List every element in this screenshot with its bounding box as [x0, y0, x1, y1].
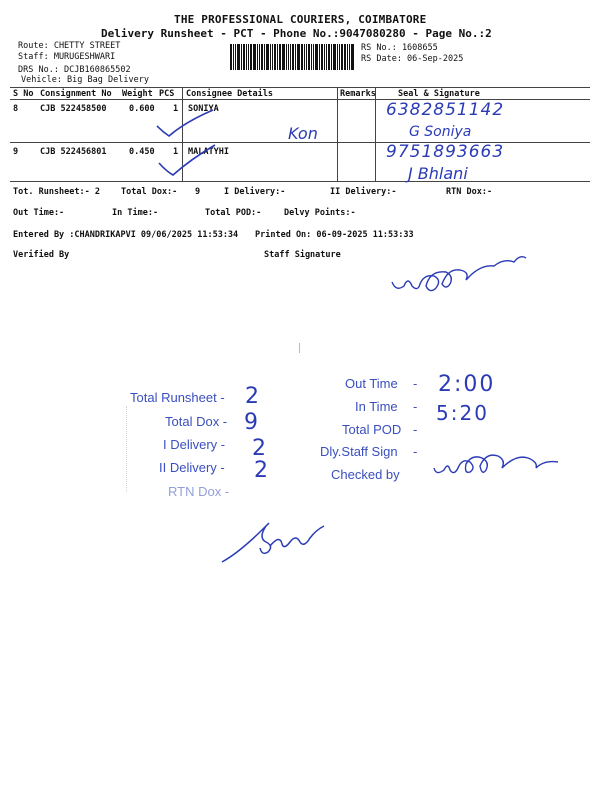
runsheet-subtitle: Delivery Runsheet - PCT - Phone No.:9047080280 - Page No.:2: [101, 27, 492, 40]
ii-delivery: II Delivery:-: [330, 187, 397, 197]
stamp-out-time: Out Time: [345, 376, 398, 391]
barcode-bar: [266, 44, 269, 70]
barcode-bar: [301, 44, 303, 70]
stamp-dash: -: [413, 376, 418, 391]
barcode-bar: [279, 44, 281, 70]
in-time: In Time:-: [112, 208, 159, 218]
barcode-bar: [282, 44, 285, 70]
tot-runsheet: Tot. Runsheet:- 2: [13, 187, 100, 197]
barcode-bar: [337, 44, 338, 70]
stamp-total-dox: Total Dox -: [165, 414, 228, 429]
stamp-in-time: In Time: [355, 399, 398, 414]
stamp-dly-staff-sign: Dly.Staff Sign: [320, 444, 398, 459]
barcode-bar: [295, 44, 296, 70]
runsheet-handwriting: 2: [245, 384, 259, 409]
stamp-dash: -: [413, 399, 418, 414]
delvy-points: Delvy Points:-: [284, 208, 356, 218]
column-divider: [337, 87, 338, 181]
phone-handwriting: 9751893663: [386, 142, 505, 162]
out-time-handwriting: 2:00: [438, 372, 496, 397]
staff-signature-scribble-icon: [390, 240, 530, 300]
barcode-bar: [308, 44, 310, 70]
barcode-bar: [326, 44, 327, 70]
table-row-consignment: CJB 522456801: [40, 147, 107, 157]
table-row-pcs: 1: [173, 147, 179, 157]
header-sno: S No: [13, 89, 34, 99]
stamp-rtn-dox: RTN Dox -: [168, 484, 230, 499]
printed-on: Printed On: 06-09-2025 11:53:33: [255, 230, 414, 240]
barcode-bar: [306, 44, 307, 70]
rtn-dox: RTN Dox:-: [446, 187, 493, 197]
barcode-bar: [313, 44, 314, 70]
table-row-consignment: CJB 522458500: [40, 104, 107, 114]
stamp-i-delivery: I Delivery -: [163, 437, 226, 452]
barcode-bar: [286, 44, 287, 70]
barcode-bar: [253, 44, 256, 70]
barcode-bar: [235, 44, 236, 70]
barcode-bar: [321, 44, 323, 70]
barcode-bar: [315, 44, 318, 70]
barcode-bar: [246, 44, 247, 70]
in-time-handwriting: 5:20: [436, 401, 489, 425]
page-mark: [299, 343, 300, 353]
remark-handwriting: Kon: [288, 124, 318, 143]
stamp-total-runsheet: Total Runsheet -: [130, 390, 225, 405]
barcode-bar: [297, 44, 300, 70]
tick-mark-icon: [155, 108, 215, 138]
header-seal: Seal & Signature: [398, 89, 480, 99]
barcode-bar: [292, 44, 294, 70]
barcode-bar: [319, 44, 320, 70]
table-bottom-line: [10, 181, 590, 182]
barcode-bar: [248, 44, 249, 70]
barcode-bar: [328, 44, 330, 70]
table-row-weight: 0.600: [129, 104, 155, 114]
table-row-consignee: MALATYHI: [188, 147, 229, 157]
barcode-bar: [274, 44, 276, 70]
barcode-bar: [233, 44, 234, 70]
staff: Staff: MURUGESHWARI: [18, 52, 116, 62]
barcode-bar: [261, 44, 263, 70]
header-weight: Weight: [122, 89, 153, 99]
barcode-bar: [257, 44, 258, 70]
table-row-pcs: 1: [173, 104, 179, 114]
header-pcs: PCS: [159, 89, 175, 99]
header-consignee: Consignee Details: [186, 89, 273, 99]
barcode: [230, 44, 355, 70]
barcode-bar: [250, 44, 252, 70]
barcode-bar: [304, 44, 305, 70]
barcode-bar: [344, 44, 346, 70]
staff-signature: Staff Signature: [264, 250, 341, 260]
barcode-bar: [277, 44, 278, 70]
drs-no: DRS No.: DCJB160865502: [18, 65, 131, 75]
barcode-bar: [237, 44, 240, 70]
stamp-dash: -: [413, 444, 418, 459]
barcode-bar: [230, 44, 232, 70]
total-dox-value: 9: [195, 187, 201, 197]
stamp-edge: [126, 406, 127, 492]
barcode-bar: [349, 44, 350, 70]
entered-by: Entered By :CHANDRIKAPVI 09/06/2025 11:53:34: [13, 230, 239, 240]
barcode-bar: [347, 44, 348, 70]
name-handwriting: J Bhlani: [408, 164, 468, 183]
table-row-consignee: SONIYA: [188, 104, 219, 114]
stamp-dash: -: [413, 422, 418, 437]
table-row-weight: 0.450: [129, 147, 155, 157]
verified-by: Verified By: [13, 250, 70, 260]
stamp-ii-delivery: II Delivery -: [159, 460, 225, 475]
header-remarks: Remarks: [340, 89, 376, 99]
route: Route: CHETTY STREET: [18, 41, 121, 51]
company-title: THE PROFESSIONAL COURIERS, COIMBATORE: [174, 13, 427, 26]
i-delivery: I Delivery:-: [224, 187, 286, 197]
barcode-bar: [290, 44, 291, 70]
barcode-bar: [288, 44, 289, 70]
barcode-bar: [331, 44, 332, 70]
checked-by-signature-icon: [220, 516, 330, 566]
out-time: Out Time:-: [13, 208, 65, 218]
barcode-bar: [270, 44, 271, 70]
tick-mark-icon: [157, 143, 217, 177]
barcode-bar: [351, 44, 354, 70]
dox-handwriting: 9: [244, 410, 258, 435]
table-row-sno: 8: [13, 104, 19, 114]
barcode-bar: [243, 44, 245, 70]
dly-staff-signature-icon: [432, 440, 562, 480]
vehicle: Vehicle: Big Bag Delivery: [21, 75, 149, 85]
rs-no: RS No.: 1608655: [361, 43, 438, 53]
total-pod: Total POD:-: [205, 208, 262, 218]
barcode-bar: [339, 44, 340, 70]
barcode-bar: [264, 44, 265, 70]
column-divider: [375, 87, 376, 181]
phone-handwriting: 6382851142: [386, 100, 505, 120]
barcode-bar: [324, 44, 325, 70]
barcode-bar: [311, 44, 312, 70]
stamp-checked-by: Checked by: [331, 467, 400, 482]
barcode-bar: [241, 44, 242, 70]
barcode-bar: [272, 44, 273, 70]
name-handwriting: G Soniya: [409, 124, 472, 140]
header-consignment: Consignment No: [40, 89, 112, 99]
rs-date: RS Date: 06-Sep-2025: [361, 54, 464, 64]
stamp-total-pod: Total POD: [342, 422, 402, 437]
table-top-line: [10, 87, 590, 88]
total-dox-label: Total Dox:-: [121, 187, 178, 197]
ii-delivery-handwriting: 2: [254, 458, 268, 483]
i-delivery-handwriting: 2: [252, 436, 266, 461]
barcode-bar: [341, 44, 343, 70]
barcode-bar: [333, 44, 336, 70]
table-row-sno: 9: [13, 147, 19, 157]
barcode-bar: [259, 44, 260, 70]
